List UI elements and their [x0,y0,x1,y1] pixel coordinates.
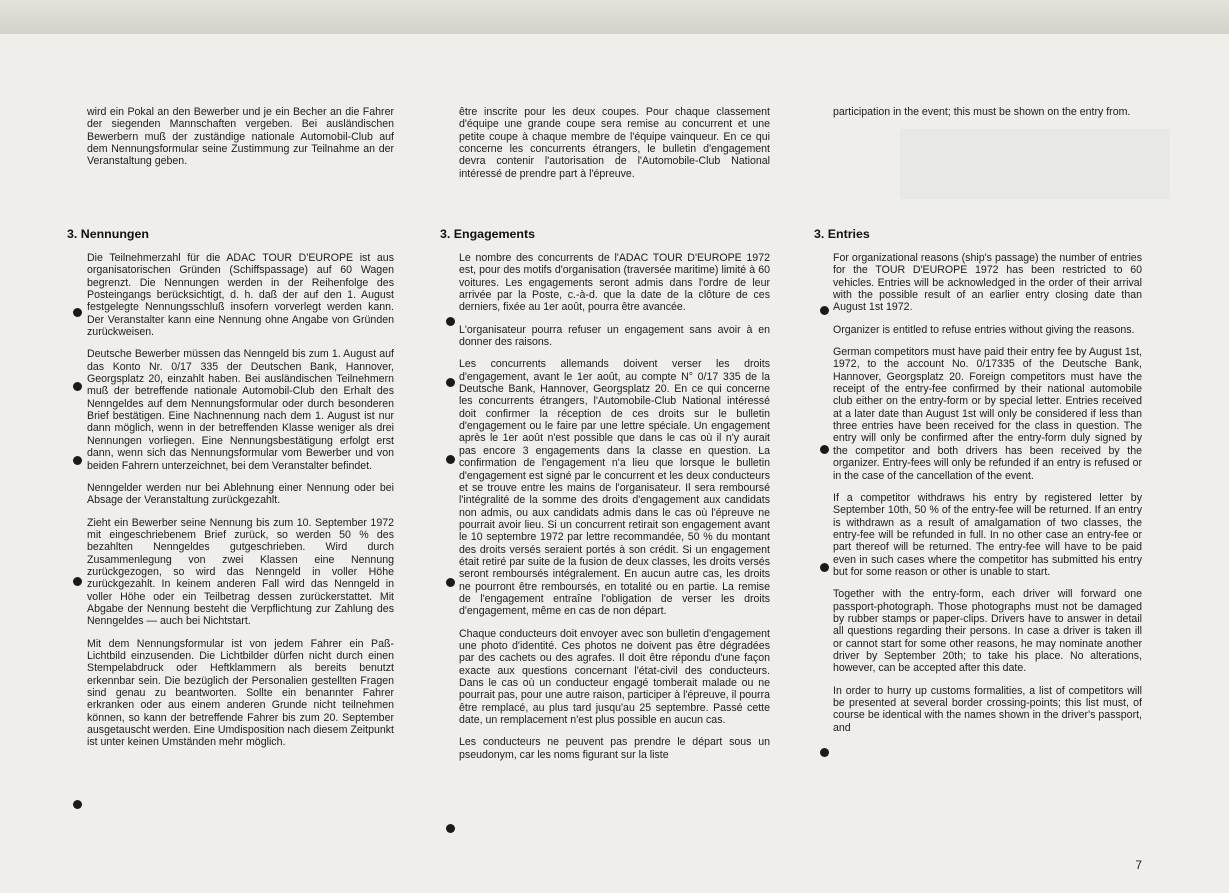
binder-hole-mark [446,578,455,587]
column-english-body [833,252,1142,744]
binder-hole-mark [446,455,455,464]
bleed-through-area [900,129,1170,199]
binder-hole-mark [820,306,829,315]
binder-hole-mark [73,456,82,465]
column-german [87,106,394,178]
binder-hole-mark [73,800,82,809]
paragraph: Together with the entry-form, each driver will forward one passport-photograph. Those photographs must not be damaged by rubber stamps or paper-clips. Drivers have to answer in detail all questions regarding their persons. In case a driver is taken ill or cannot start for some other reasons, he may nominate another driver by September 20th; to take his place. No alterations, however, can be accepted after this date. [833,588,1142,675]
column-intro: wird ein Pokal an den Bewerber und je ein Becher an die Fahrer der siegenden Mannschaften vergeben. Bei ausländischen Bewerbern muß der zuständige nationale Automobil-Club auf dem Nennungsformular seine Zustimmung zur Teilnahme an der Veranstaltung geben. [87,106,394,168]
binder-hole-mark [73,577,82,586]
paragraph: Mit dem Nennungsformular ist von jedem Fahrer ein Paß-Lichtbild einzusenden. Die Lichtbilder dürfen nicht durch einen Stempelabdruck oder Heftklammern als bereits benutzt erkennbar sein. Die bezüglich der Personalien gestellten Fragen sind genau zu beantworten. Sollte ein benannter Fahrer erkranken oder aus einem anderen Grunde nicht teilnehmen können, so kann der betreffende Fahrer bis zum 20. September ausgetauscht werden. Eine Umdisposition nach diesem Zeitpunkt ist unter keinen Umständen mehr möglich. [87,637,394,749]
page-number: 7 [1135,858,1142,872]
paragraph: Les conducteurs ne peuvent pas prendre le départ sous un pseudonym, car les noms figurant sur la liste [459,736,770,761]
section-heading-entries: 3. Entries [814,227,870,241]
paragraph: Deutsche Bewerber müssen das Nenngeld bis zum 1. August auf das Konto Nr. 0/17 335 der Deutschen Bank, Hannover, Georgsplatz 20, einzahlt haben. Bei ausländischen Teilnehmern muß der betreffende nationale Automobil-Club den Erhalt des Nenngeldes auf dem Nennungsformular oder durch besonderen Brief bestätigen. Eine Nachnennung nach dem 1. August ist nur dann möglich, wenn in der betreffenden Klasse weniger als drei Nennungen vorliegen. Eine Nennungsbestätigung erfolgt erst dann, wenn sich das Nennungsformular vom Bewerber und von beiden Fahrern unterzeichnet, bei dem Veranstalter befindet. [87,348,394,472]
column-english [833,106,1142,128]
paragraph: L'organisateur pourra refuser un engagement sans avoir à en donner des raisons. [459,323,770,349]
paragraph: Les concurrents allemands doivent verser les droits d'engagement, avant le 1er août, au compte N° 0/17 335 de la Deutsche Bank, Hannover, Georgsplatz 20. En ce qui concerne les concurrents étrangers, l'Automobile-Club National intéressé doit confirmer la réception de ces droits sur le bulletin d'engagement ou le faire par une lettre spéciale. Un engagement après le 1er août n'est possible que dans le cas où il n'y aurait pas encore 3 engagements dans la classe en question. La confirmation de l'engagement n'a lieu que lorsque le bulletin d'engagement est signé par le concurrent et les deux conducteurs et se trouve entre les mains de l'organisateur. Il sera remboursé l'intégralité de la somme des droits d'engagement aux candidats non admis, ou aux candidats admis dans le cas où l'épreuve ne pourrait avoir lieu. Si un concurrent retirait son engagement avant le 10 septembre 1972 par lettre recommandée, 50 % du montant des droits versés seraient portés à son crédit. Si un engagement était retiré par suite de la fusion de deux classes, les droits versés seront remboursés intégralement. En aucun autre cas, les droits ne pourront être remboursés, en totalité ou en partie. La remise de l'engagement entraîne l'obligation de verser les droits d'engagement, même en cas de non départ. [459,358,770,618]
binder-hole-mark [446,317,455,326]
paragraph: Le nombre des concurrents de l'ADAC TOUR D'EUROPE 1972 est, pour des motifs d'organisation (traversée maritime) limité à 60 voitures. Les engagements seront admis dans l'ordre de leur arrivée par la Poste, c.-à-d. que la date de la clôture de ces derniers, fixée au 1er août, pourra être avancée. [459,252,770,314]
binder-hole-mark [820,748,829,757]
paragraph: In order to hurry up customs formalities, a list of competitors will be presented at several border crossing-points; this list must, of course be identical with the names shown in the driver's passport, and [833,684,1142,734]
binder-hole-mark [73,382,82,391]
paragraph: Chaque conducteurs doit envoyer avec son bulletin d'engagement une photo d'identité. Ces photos ne doivent pas être dégradées par des cachets ou des agrafes. Il doit être répondu d'une façon exacte aux questions concernant l'état-civil des conducteurs. Dans le cas où un conducteur engagé tomberait malade ou ne pourrait pas, pour une autre raison, participer à l'épreuve, il pourra être remplacé, au plus tard jusqu'au 25 septembre. Passé cette date, un remplacement n'est plus possible en aucun cas. [459,627,770,727]
binder-hole-mark [820,563,829,572]
paragraph: Organizer is entitled to refuse entries without giving the reasons. [833,323,1135,336]
document-page [0,34,1229,893]
column-french [459,106,770,190]
section-heading-engagements: 3. Engagements [440,227,536,241]
section-heading-nennungen: 3. Nennungen [67,227,149,241]
paragraph: Zieht ein Bewerber seine Nennung bis zum 10. September 1972 mit eingeschriebenem Brief zurück, so werden 50 % des bezahlten Nenngeldes gutgeschrieben. Wird durch Zusammenlegung von zwei Klassen eine Nennung zurückgezogen, so wird das Nenngeld in voller Höhe zurückgezahlt. In keinem anderen Fall wird das Nenngeld in voller Höhe oder ein Teilbetrag dessen zurückerstattet. Mit Abgabe der Nennung besteht die Verpflichtung zur Zahlung des Nenngeldes — auch bei Nichtstart. [87,516,394,628]
binder-hole-mark [446,824,455,833]
column-french-body [459,252,770,771]
binder-hole-mark [73,308,82,317]
column-german-body [87,252,394,759]
paragraph: For organizational reasons (ship's passage) the number of entries for the TOUR D'EUROPE 1972 has been restricted to 60 vehicles. Entries will be acknowledged in the order of their arrival with the possible result of an earlier entry closing date than August 1st 1972. [833,252,1142,314]
binder-hole-mark [446,378,455,387]
paragraph: Nenngelder werden nur bei Ablehnung einer Nennung oder bei Absage der Veranstaltung zurückgezahlt. [87,481,394,507]
column-intro: être inscrite pour les deux coupes. Pour chaque classement d'équipe une grande coupe sera remise au concurrent et une petite coupe à chaque membre de l'équipe vainqueur. En ce qui concerne les concurrents étrangers, le bulletin d'engagement devra contenir l'autorisation de l'Automobile-Club National intéressé de prendre part à l'épreuve. [459,106,770,180]
page-top-edge [0,0,1229,34]
paragraph: If a competitor withdraws his entry by registered letter by September 10th, 50 % of the entry-fee will be returned. If an entry is withdrawn as a result of amalgamation of two classes, the entry-fee will be refunded in full. In no other case an entry-fee or part thereof will be returned. The entry-fee will have to be paid even in such cases where the competitor has submitted his entry but for some reason or other is unable to start. [833,491,1142,578]
column-intro: participation in the event; this must be shown on the entry from. [833,106,1131,118]
paragraph: Die Teilnehmerzahl für die ADAC TOUR D'EUROPE ist aus organisatorischen Gründen (Schiffspassage) auf 60 Wagen begrenzt. Die Nennungen werden in der Reihenfolge des Posteingangs berücksichtigt, d. h. daß der auf den 1. August festgelegte Nennungsschluß insofern vorverlegt werden kann. Der Veranstalter kann eine Nennung ohne Angabe von Gründen zurückweisen. [87,252,394,339]
binder-hole-mark [820,445,829,454]
paragraph: German competitors must have paid their entry fee by August 1st, 1972, to the account No. 0/17335 of the Deutsche Bank, Hannover, Georgsplatz 20. Foreign competitors must have the receipt of the entry-fee confirmed by their national automobile club either on the entry-form or by special letter. Entries received at a later date than August 1st will only be considered if less than three entries have been received for the class in question. The entry will only be confirmed after the entry-form duly signed by the competitor and both drivers has been received by the organizer. Entry-fees will only be refunded if an entry is refused or in the case of the cancellation of the event. [833,346,1142,482]
